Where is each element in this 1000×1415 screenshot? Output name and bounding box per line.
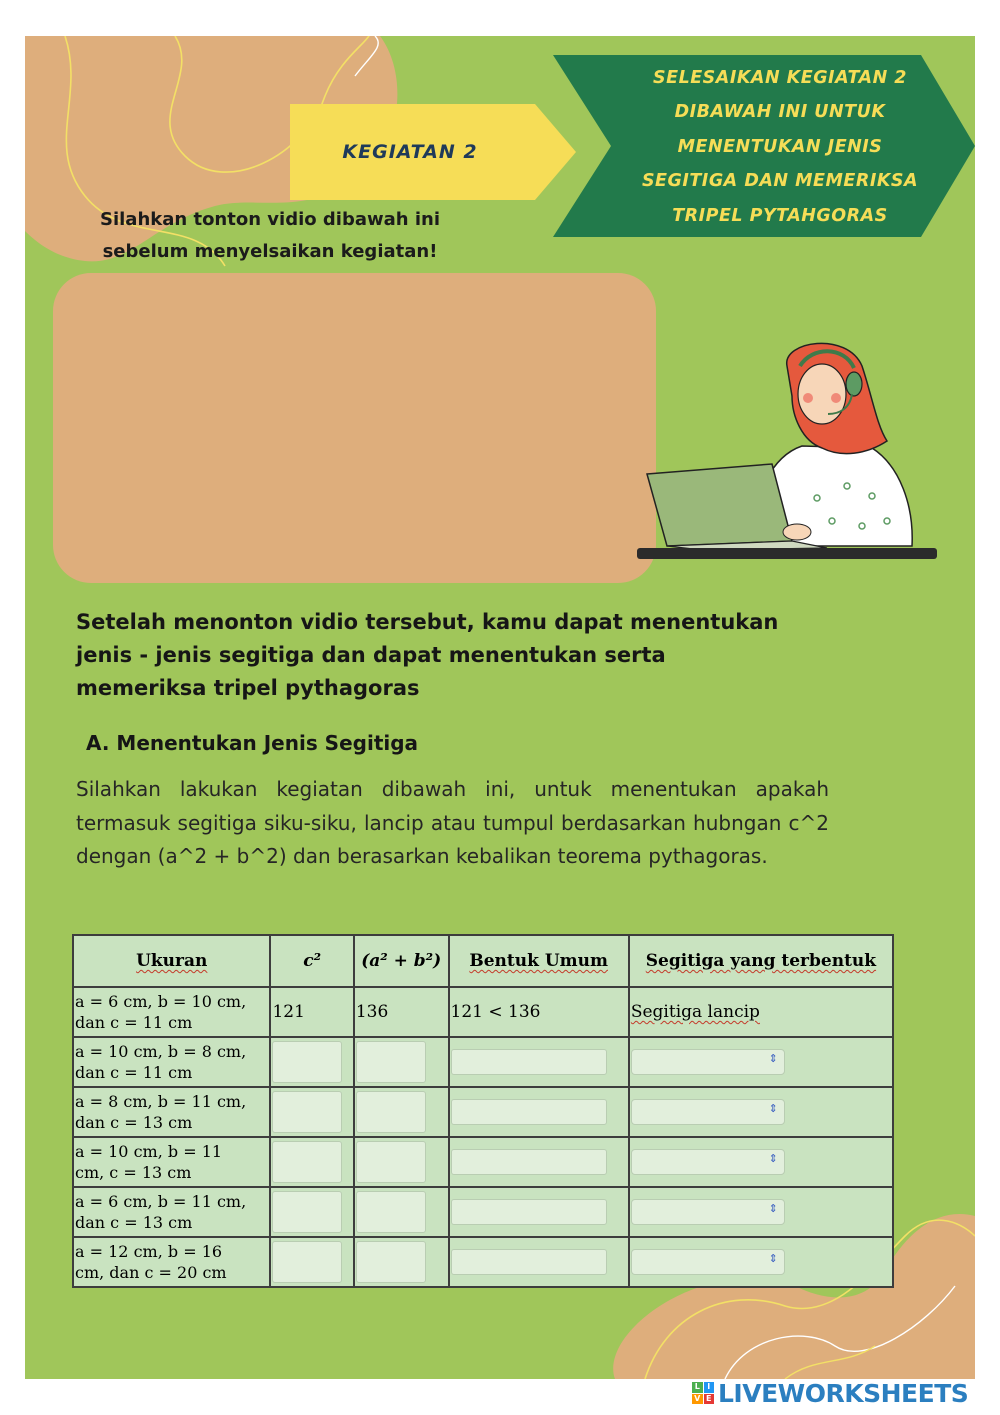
video-player[interactable] (53, 273, 656, 583)
updown-chevron-icon: ⇕ (768, 1052, 778, 1065)
liveworksheets-logo-icon: L I V E (692, 1382, 714, 1404)
c2-input[interactable] (272, 1191, 342, 1233)
instruction-banner-text (615, 58, 945, 236)
updown-chevron-icon: ⇕ (768, 1152, 778, 1165)
header-ukuran: Ukuran (73, 935, 270, 987)
cell-a2b2-value: 136 (354, 987, 449, 1037)
woman-laptop-illustration (632, 336, 942, 566)
cell-a2b2-input (354, 1137, 449, 1187)
cell-segitiga-select (629, 1137, 893, 1187)
c2-input[interactable] (272, 1141, 342, 1183)
main-heading (76, 606, 856, 705)
cell-bentuk-input (449, 1087, 629, 1137)
header-segitiga: Segitiga yang terbentuk (629, 935, 893, 987)
ukuran-line: dan c = 11 cm (75, 1013, 193, 1032)
liveworksheets-logo[interactable] (692, 1378, 992, 1408)
cell-bentuk-input (449, 1187, 629, 1237)
cell-c2-input (270, 1187, 353, 1237)
updown-chevron-icon: ⇕ (768, 1252, 778, 1265)
a2b2-input[interactable] (356, 1191, 426, 1233)
a2b2-input[interactable] (356, 1041, 426, 1083)
segitiga-select[interactable] (631, 1199, 785, 1225)
cell-segitiga-select (629, 1087, 893, 1137)
worksheet-page (25, 36, 975, 1379)
ukuran-line: dan c = 11 cm (75, 1063, 193, 1082)
cell-segitiga-select (629, 1187, 893, 1237)
ukuran-line: a = 6 cm, b = 11 cm, (75, 1192, 247, 1211)
cell-a2b2-input (354, 1087, 449, 1137)
cell-c2-input (270, 1237, 353, 1287)
updown-chevron-icon: ⇕ (768, 1102, 778, 1115)
ukuran-line: cm, c = 13 cm (75, 1163, 192, 1182)
instruction-line: DIBAWAH INI UNTUK (674, 102, 886, 123)
table-row (73, 1187, 893, 1237)
cell-a2b2-input (354, 1037, 449, 1087)
table-row (73, 987, 893, 1037)
cell-ukuran (73, 987, 270, 1037)
instruction-line: MENENTUKAN JENIS (677, 136, 883, 157)
cell-segitiga-select (629, 1237, 893, 1287)
table-row (73, 1087, 893, 1137)
ukuran-line: a = 10 cm, b = 11 (75, 1142, 223, 1161)
cell-ukuran (73, 1187, 270, 1237)
segitiga-select[interactable] (631, 1049, 785, 1075)
triangle-table (72, 934, 894, 1288)
ukuran-line: a = 10 cm, b = 8 cm, (75, 1042, 247, 1061)
c2-input[interactable] (272, 1241, 342, 1283)
bentuk-umum-input[interactable] (451, 1149, 607, 1175)
video-prompt (60, 204, 480, 268)
bentuk-umum-input[interactable] (451, 1099, 607, 1125)
activity-label: KEGIATAN 2 (342, 141, 478, 163)
a2b2-input[interactable] (356, 1141, 426, 1183)
cell-segitiga-select (629, 1037, 893, 1087)
bentuk-umum-input[interactable] (451, 1199, 607, 1225)
segitiga-select[interactable] (631, 1149, 785, 1175)
heading-line: memeriksa tripel pythagoras (76, 676, 420, 700)
heading-line: Setelah menonton vidio tersebut, kamu dapat menentukan (76, 610, 779, 634)
cell-ukuran (73, 1137, 270, 1187)
header-bentuk-umum: Bentuk Umum (449, 935, 629, 987)
ukuran-line: dan c = 13 cm (75, 1113, 193, 1132)
cell-ukuran (73, 1087, 270, 1137)
heading-line: jenis - jenis segitiga dan dapat menentukan serta (76, 643, 666, 667)
a2b2-input[interactable] (356, 1091, 426, 1133)
header-c-squared: c² (270, 935, 353, 987)
liveworksheets-brand: LIVEWORKSHEETS (718, 1378, 969, 1408)
table-row (73, 1137, 893, 1187)
c2-input[interactable] (272, 1041, 342, 1083)
segitiga-select[interactable] (631, 1099, 785, 1125)
ukuran-line: a = 8 cm, b = 11 cm, (75, 1092, 247, 1111)
cell-c2-input (270, 1037, 353, 1087)
cell-segitiga-value: Segitiga lancip (629, 987, 893, 1037)
table-row (73, 1237, 893, 1287)
table-row (73, 1037, 893, 1087)
segitiga-select[interactable] (631, 1249, 785, 1275)
cell-ukuran (73, 1037, 270, 1087)
ukuran-line: a = 6 cm, b = 10 cm, (75, 992, 247, 1011)
cell-c2-value: 121 (270, 987, 353, 1037)
instruction-line: SEGITIGA DAN MEMERIKSA (641, 171, 919, 192)
cell-a2b2-input (354, 1237, 449, 1287)
header-a2-plus-b2: (a² + b²) (354, 935, 449, 987)
cell-c2-input (270, 1137, 353, 1187)
ukuran-line: cm, dan c = 20 cm (75, 1263, 227, 1282)
ukuran-line: dan c = 13 cm (75, 1213, 193, 1232)
updown-chevron-icon: ⇕ (768, 1202, 778, 1215)
cell-c2-input (270, 1087, 353, 1137)
cell-bentuk-input (449, 1037, 629, 1087)
a2b2-input[interactable] (356, 1241, 426, 1283)
cell-ukuran (73, 1237, 270, 1287)
video-prompt-line: Silahkan tonton vidio dibawah ini (100, 209, 440, 230)
section-title: A. Menentukan Jenis Segitiga (86, 731, 419, 755)
cell-a2b2-input (354, 1187, 449, 1237)
instruction-line: SELESAIKAN KEGIATAN 2 (653, 67, 907, 88)
c2-input[interactable] (272, 1091, 342, 1133)
instruction-line: TRIPEL PYTAHGORAS (672, 205, 888, 226)
bentuk-umum-input[interactable] (451, 1249, 607, 1275)
cell-bentuk-value: 121 < 136 (449, 987, 629, 1037)
cell-bentuk-input (449, 1237, 629, 1287)
bentuk-umum-input[interactable] (451, 1049, 607, 1075)
cell-bentuk-input (449, 1137, 629, 1187)
ukuran-line: a = 12 cm, b = 16 (75, 1242, 223, 1261)
section-paragraph: Silahkan lakukan kegiatan dibawah ini, untuk menentukan apakah termasuk segitiga siku-siku, lancip atau tumpul berdasarkan hubngan c^2 dengan (a^2 + b^2) dan berasarkan kebalikan teorema pythagoras. (76, 777, 829, 868)
video-prompt-line: sebelum menyelsaikan kegiatan! (102, 241, 438, 262)
table-header-row (73, 935, 893, 987)
